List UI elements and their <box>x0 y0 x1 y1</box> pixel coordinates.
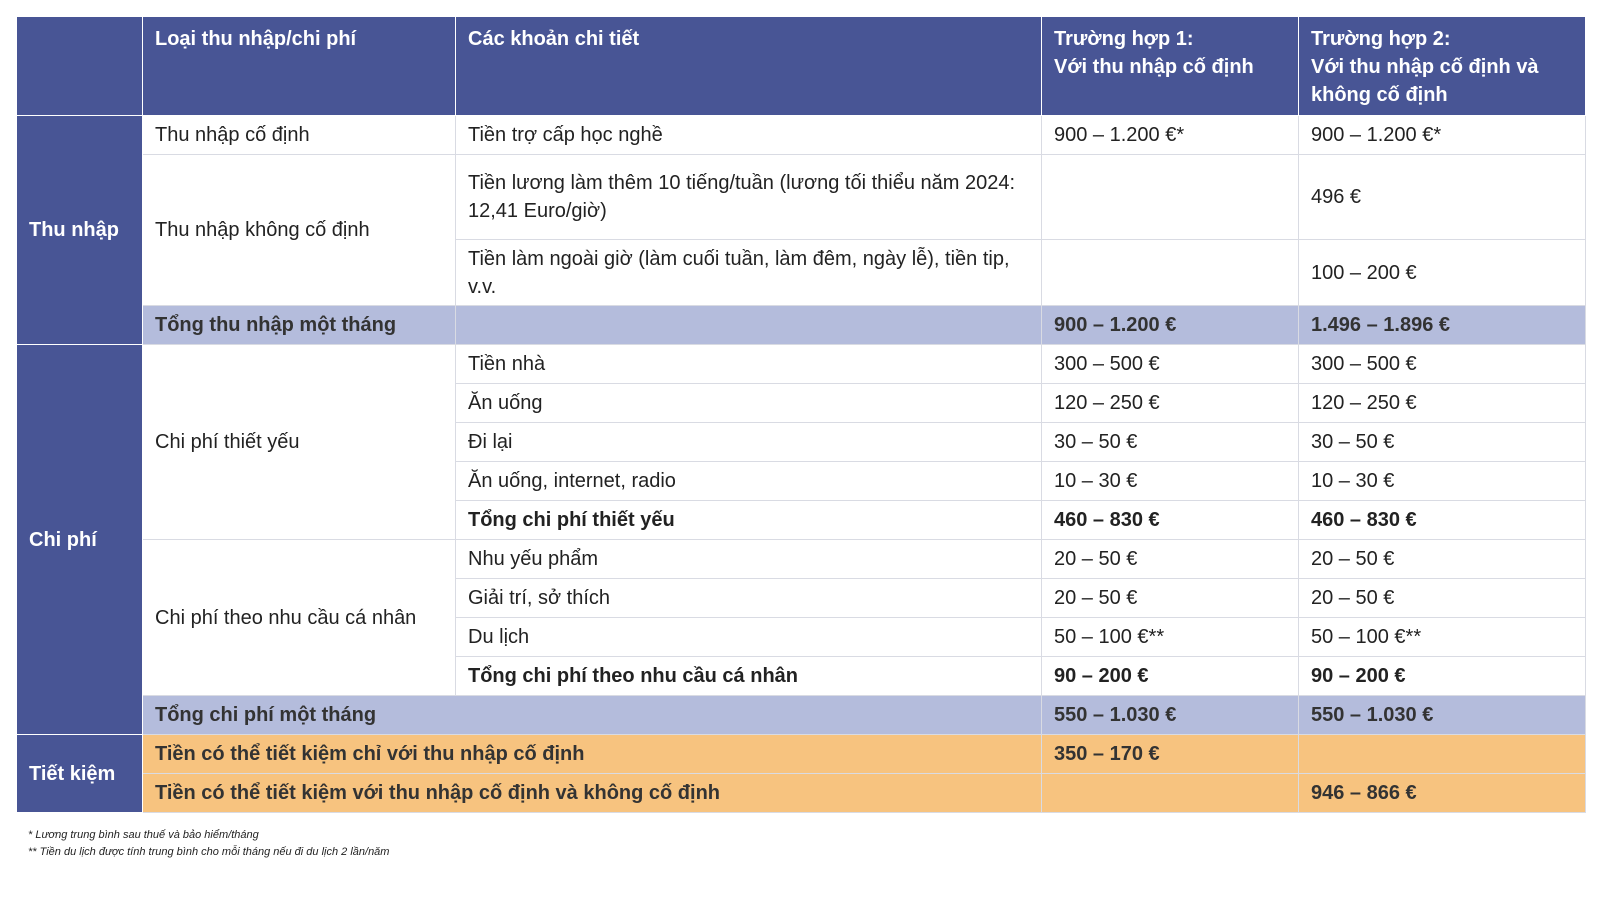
personal-c2: 20 – 50 € <box>1299 540 1586 579</box>
savings-row <box>17 735 1586 774</box>
income-variable-item: Tiền làm ngoài giờ (làm cuối tuần, làm đêm, ngày lễ), tiền tip, v.v. <box>456 240 1042 306</box>
income-fixed-item: Tiền trợ cấp học nghề <box>456 116 1042 155</box>
income-fixed-c2: 900 – 1.200 €* <box>1299 116 1586 155</box>
budget-table <box>16 16 1586 813</box>
personal-c2: 50 – 100 €** <box>1299 618 1586 657</box>
personal-c1: 50 – 100 €** <box>1042 618 1299 657</box>
table-row <box>17 345 1586 384</box>
savings-fixed-c1: 350 – 170 € <box>1042 735 1299 774</box>
summary-row <box>17 696 1586 735</box>
essential-c2: 120 – 250 € <box>1299 384 1586 423</box>
summary-row <box>17 306 1586 345</box>
header-case1 <box>1042 17 1299 116</box>
personal-label: Chi phí theo nhu cầu cá nhân <box>143 540 456 696</box>
category-income: Thu nhập <box>17 116 143 345</box>
income-variable-c1 <box>1042 240 1299 306</box>
income-variable-item: Tiền lương làm thêm 10 tiếng/tuần (lương tối thiểu năm 2024: 12,41 Euro/giờ) <box>456 155 1042 240</box>
header-case2-line1: Trường hợp 2: <box>1311 28 1451 50</box>
table-row <box>17 116 1586 155</box>
savings-row <box>17 774 1586 813</box>
personal-c2: 20 – 50 € <box>1299 579 1586 618</box>
personal-total-c1: 90 – 200 € <box>1042 657 1299 696</box>
income-variable-c2: 100 – 200 € <box>1299 240 1586 306</box>
category-expenses: Chi phí <box>17 345 143 735</box>
personal-total-c2: 90 – 200 € <box>1299 657 1586 696</box>
essential-c1: 10 – 30 € <box>1042 462 1299 501</box>
essential-c1: 300 – 500 € <box>1042 345 1299 384</box>
footnote-2: ** Tiền du lịch được tính trung bình cho mỗi tháng nếu đi du lịch 2 lần/năm <box>28 846 390 858</box>
personal-item: Du lịch <box>456 618 1042 657</box>
header-case1-line2: Với thu nhập cố định <box>1054 56 1254 78</box>
essential-c1: 120 – 250 € <box>1042 384 1299 423</box>
savings-fixed-label: Tiền có thể tiết kiệm chỉ với thu nhập cố định <box>143 735 1042 774</box>
essential-c2: 30 – 50 € <box>1299 423 1586 462</box>
essential-item: Ăn uống, internet, radio <box>456 462 1042 501</box>
essential-total-c2: 460 – 830 € <box>1299 501 1586 540</box>
header-case1-line1: Trường hợp 1: <box>1054 28 1194 50</box>
personal-total-label: Tổng chi phí theo nhu cầu cá nhân <box>456 657 1042 696</box>
income-variable-label: Thu nhập không cố định <box>143 155 456 306</box>
expenses-total-label: Tổng chi phí một tháng <box>143 696 1042 735</box>
essential-c2: 300 – 500 € <box>1299 345 1586 384</box>
income-variable-c2: 496 € <box>1299 155 1586 240</box>
essential-item: Ăn uống <box>456 384 1042 423</box>
header-case2 <box>1299 17 1586 116</box>
savings-both-c2: 946 – 866 € <box>1299 774 1586 813</box>
essential-label: Chi phí thiết yếu <box>143 345 456 540</box>
essential-c1: 30 – 50 € <box>1042 423 1299 462</box>
personal-c1: 20 – 50 € <box>1042 579 1299 618</box>
essential-total-c1: 460 – 830 € <box>1042 501 1299 540</box>
header-row <box>17 17 1586 116</box>
header-detail: Các khoản chi tiết <box>456 17 1042 116</box>
income-total-c2: 1.496 – 1.896 € <box>1299 306 1586 345</box>
income-variable-c1 <box>1042 155 1299 240</box>
savings-both-label: Tiền có thể tiết kiệm với thu nhập cố định và không cố định <box>143 774 1042 813</box>
income-fixed-c1: 900 – 1.200 €* <box>1042 116 1299 155</box>
savings-both-c1 <box>1042 774 1299 813</box>
essential-c2: 10 – 30 € <box>1299 462 1586 501</box>
expenses-total-c1: 550 – 1.030 € <box>1042 696 1299 735</box>
essential-item: Tiền nhà <box>456 345 1042 384</box>
header-type: Loại thu nhập/chi phí <box>143 17 456 116</box>
personal-item: Giải trí, sở thích <box>456 579 1042 618</box>
category-savings: Tiết kiệm <box>17 735 143 813</box>
income-total-c1: 900 – 1.200 € <box>1042 306 1299 345</box>
savings-fixed-c2 <box>1299 735 1586 774</box>
income-fixed-label: Thu nhập cố định <box>143 116 456 155</box>
essential-item: Đi lại <box>456 423 1042 462</box>
income-total-label: Tổng thu nhập một tháng <box>143 306 456 345</box>
personal-item: Nhu yếu phẩm <box>456 540 1042 579</box>
header-corner <box>17 17 143 116</box>
income-total-empty <box>456 306 1042 345</box>
footnote-1: * Lương trung bình sau thuế và bảo hiểm/tháng <box>28 829 259 841</box>
expenses-total-c2: 550 – 1.030 € <box>1299 696 1586 735</box>
personal-c1: 20 – 50 € <box>1042 540 1299 579</box>
header-case2-line2: Với thu nhập cố định và không cố định <box>1311 56 1539 106</box>
essential-total-label: Tổng chi phí thiết yếu <box>456 501 1042 540</box>
table-row <box>17 540 1586 579</box>
table-row <box>17 155 1586 240</box>
